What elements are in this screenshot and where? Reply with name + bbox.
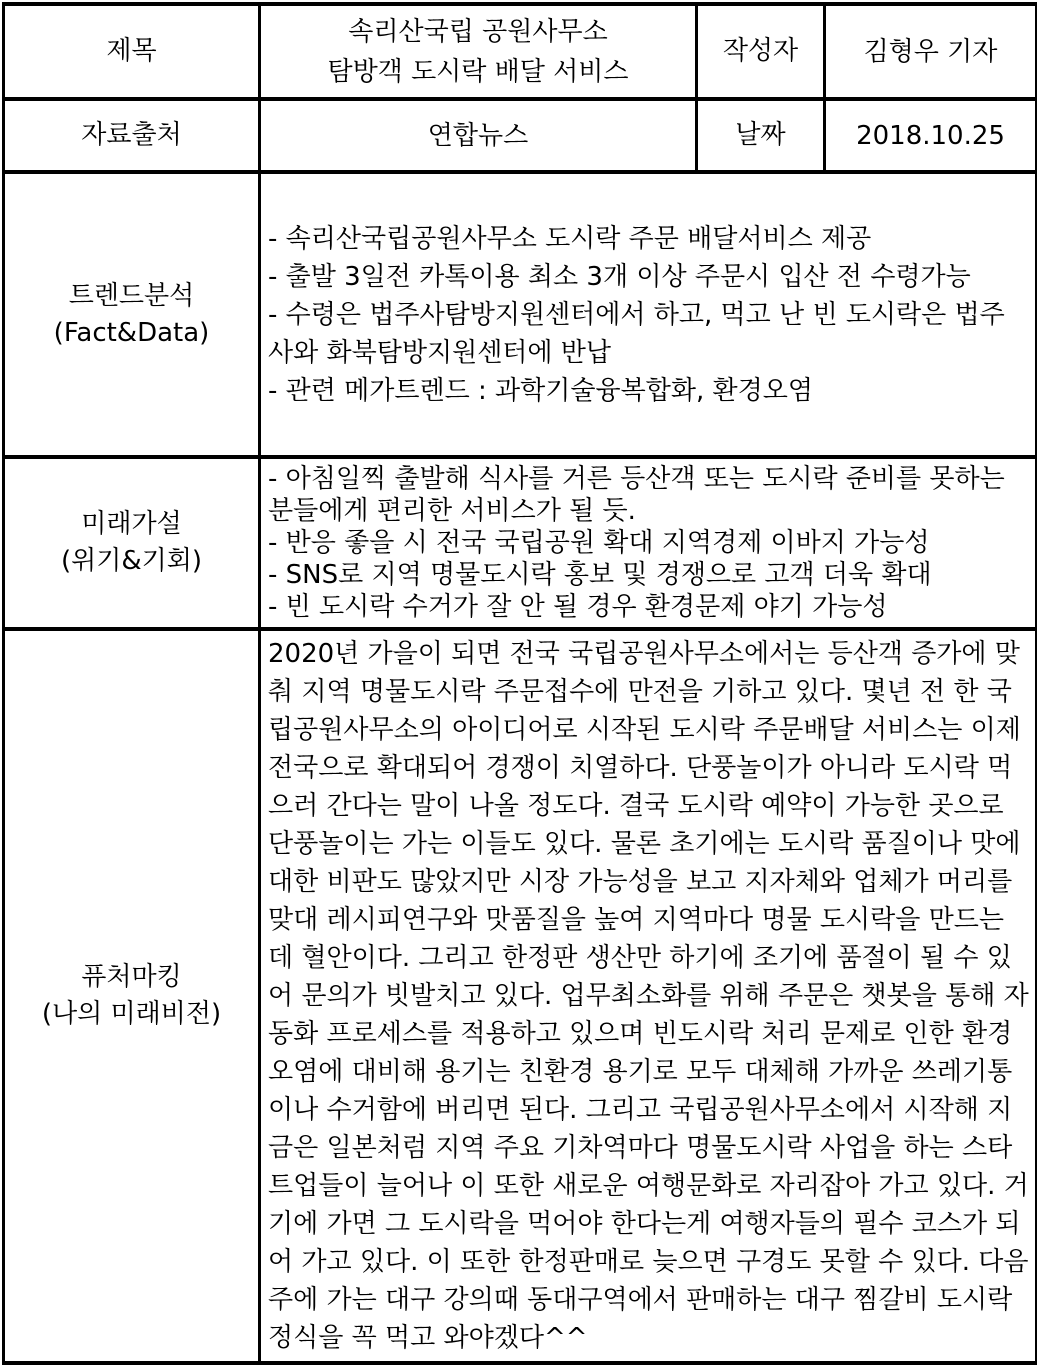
- date-value: 2018.10.25: [856, 120, 1005, 151]
- table-row-title: [4, 4, 1037, 99]
- table-row-future-hypothesis: [4, 457, 1037, 629]
- bullet-item: - 수령은 법주사탐방지원센터에서 하고, 먹고 난 빈 도시락은 법주사와 화북탐방지원센터에 반납: [268, 299, 1005, 368]
- title-value-line2: 탐방객 도시락 배달 서비스: [327, 56, 629, 87]
- bullet-item: - 속리산국립공원사무소 도시락 주문 배달서비스 제공: [268, 223, 872, 254]
- future-hypothesis-bullet-list: [268, 463, 1029, 623]
- author-value: 김형우 기자: [863, 36, 998, 67]
- bullet-item: - SNS로 지역 명물도시락 홍보 및 경쟁으로 고객 더욱 확대: [268, 560, 932, 590]
- future-marking-label-line2: (나의 미래비전): [41, 999, 222, 1029]
- bullet-item: - 반응 좋을 시 전국 국립공원 확대 지역경제 이바지 가능성: [268, 528, 930, 558]
- title-label-cell: [4, 4, 260, 99]
- future-hypothesis-label-line2: (위기&기회): [60, 546, 203, 576]
- future-hypothesis-content-cell: [260, 457, 1037, 629]
- future-hypothesis-label-line1: 미래가설: [81, 509, 182, 539]
- author-label-cell: [697, 4, 825, 99]
- bullet-item: - 관련 메가트렌드 : 과학기술융복합화, 환경오염: [268, 375, 813, 406]
- future-marking-paragraph: 2020년 가을이 되면 전국 국립공원사무소에서는 등산객 증가에 맞춰 지역 명물도시락 주문접수에 만전을 기하고 있다. 몇년 전 한 국립공원사무소의 아이디어로 시작된 도시락 주문배달 서비스는 이제 전국으로 확대되어 경쟁이 치열하다. 단풍놀이가 아니라 도시락 먹으러 간다는 말이 나올 정도다. 결국 도시락 예약이 가능한 곳으로 단풍놀이는 가는 이들도 있다. 물론 초기에는 도시락 품질이나 맛에 대한 비판도 많았지만 시장 가능성을 보고 지자체와 업체가 머리를 맞대 레시피연구와 맛품질을 높여 지역마다 명물 도시락을 만드는데 혈안이다. 그리고 한정판 생산만 하기에 조기에 품절이 될 수 있어 문의가 빗발치고 있다. 업무최소화를 위해 주문은 챗봇을 통해 자동화 프로세스를 적용하고 있으며 빈도시락 처리 문제로 인한 환경오염에 대비해 용기는 친환경 용기로 모두 대체해 가까운 쓰레기통이나 수거함에 버리면 된다. 그리고 국립공원사무소에서 시작해 지금은 일본처럼 지역 주요 기차역마다 명물도시락 사업을 하는 스타트업들이 늘어나 이 또한 새로운 여행문화로 자리잡아 가고 있다. 거기에 가면 그 도시락을 먹어야 한다는게 여행자들의 필수 코스가 되어 가고 있다. 이 또한 한정판매로 늦으면 구경도 못할 수 있다. 다음 주에 가는 대구 강의때 동대구역에서 판매하는 대구 찜갈비 도시락정식을 꼭 먹고 와야겠다^^: [268, 639, 1029, 1353]
- date-label-cell: [697, 99, 825, 172]
- trend-analysis-bullet-list: [268, 220, 1029, 410]
- title-value-line1: 속리산국립 공원사무소: [348, 16, 608, 47]
- date-label: 날짜: [735, 120, 786, 150]
- future-marking-label-cell: [4, 629, 260, 1363]
- bullet-item: - 출발 3일전 카톡이용 최소 3개 이상 주문시 입산 전 수령가능: [268, 261, 971, 292]
- table-row-source: [4, 99, 1037, 172]
- future-marking-label-line1: 퓨처마킹: [81, 962, 182, 992]
- author-value-cell: [825, 4, 1037, 99]
- author-label: 작성자: [722, 36, 799, 66]
- date-value-cell: [825, 99, 1037, 172]
- trend-analysis-label-line1: 트렌드분석: [68, 280, 195, 311]
- source-label-cell: [4, 99, 260, 172]
- source-label: 자료출처: [81, 120, 182, 150]
- title-value-cell: [260, 4, 697, 99]
- source-value: 연합뉴스: [427, 120, 529, 151]
- bullet-item: - 빈 도시락 수거가 잘 안 될 경우 환경문제 야기 가능성: [268, 592, 888, 622]
- source-value-cell: [260, 99, 697, 172]
- future-hypothesis-label-cell: [4, 457, 260, 629]
- trend-analysis-label-cell: [4, 172, 260, 457]
- bullet-item: - 아침일찍 출발해 식사를 거른 등산객 또는 도시락 준비를 못하는 분들에게 편리한 서비스가 될 듯.: [268, 464, 1005, 526]
- trend-analysis-content-cell: [260, 172, 1037, 457]
- title-label: 제목: [106, 36, 157, 66]
- futuremarking-worksheet-table: [2, 2, 1037, 1365]
- future-marking-content-cell: [260, 629, 1037, 1363]
- table-row-trend-analysis: [4, 172, 1037, 457]
- table-row-future-marking: [4, 629, 1037, 1363]
- trend-analysis-label-line2: (Fact&Data): [53, 317, 210, 348]
